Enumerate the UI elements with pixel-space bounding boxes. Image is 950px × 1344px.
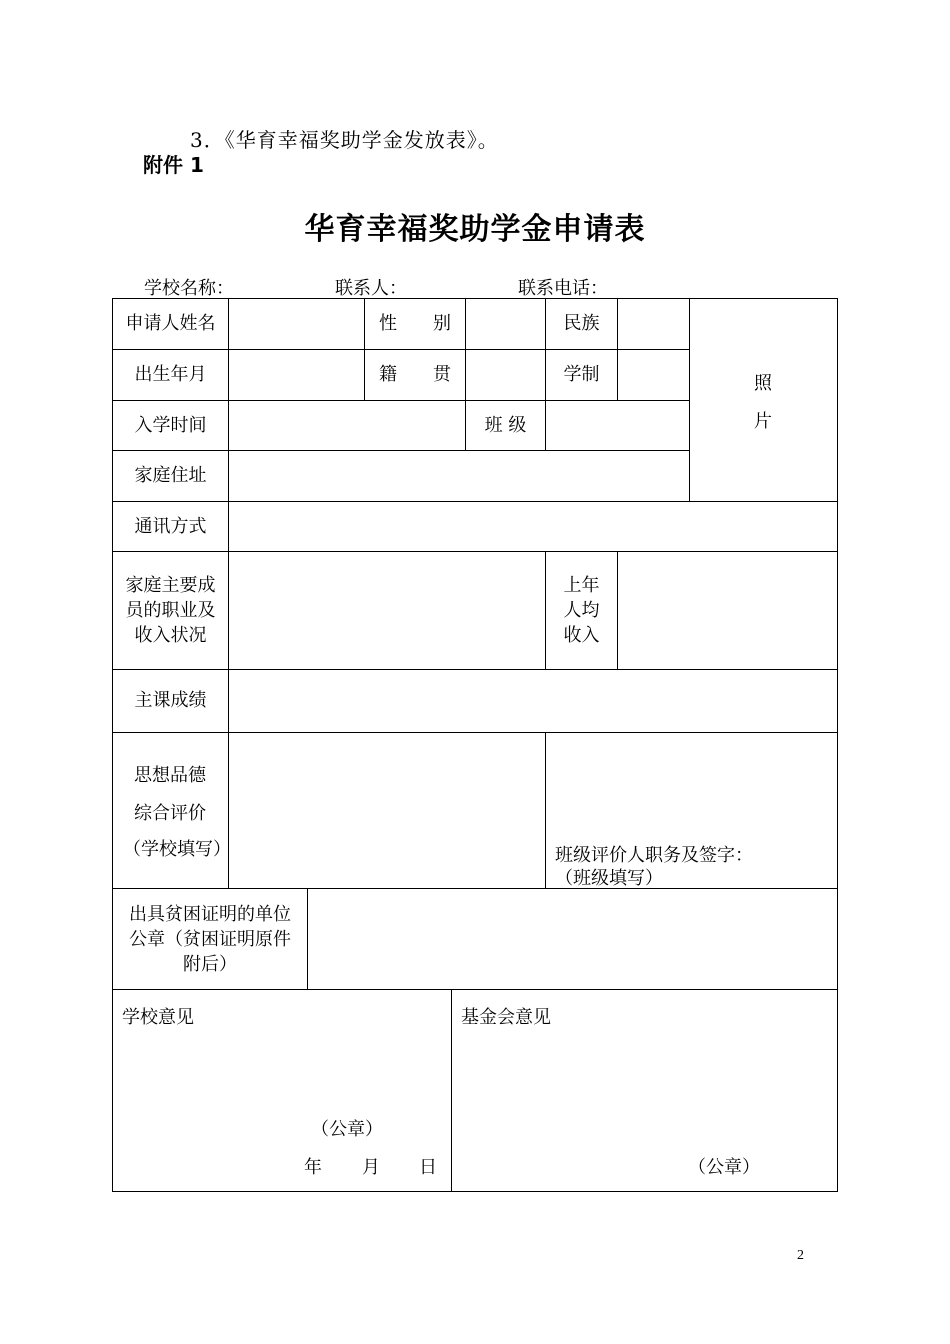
home-address-field[interactable] xyxy=(229,451,689,501)
class-evaluation-box[interactable] xyxy=(546,733,837,888)
ethnicity-field[interactable] xyxy=(618,299,689,349)
birth-date-field[interactable] xyxy=(229,350,364,400)
family-members-label: 家庭主要成 员的职业及 收入状况 xyxy=(125,575,216,646)
moral-evaluation-field[interactable] xyxy=(229,733,545,888)
contact-method-label: 通讯方式 xyxy=(134,515,207,537)
class-label: 班 级 xyxy=(484,414,527,436)
per-capita-income-label: 上年 人均 收入 xyxy=(563,575,600,646)
school-seal-label: （公章） xyxy=(311,1119,383,1140)
moral-eval-line-2: 综合评价 xyxy=(134,803,206,824)
home-address-label: 家庭住址 xyxy=(134,465,207,486)
class-field[interactable] xyxy=(546,401,689,450)
class-evaluator-sign: 班级评价人职务及签字： xyxy=(555,845,753,866)
schooling-length-label: 学制 xyxy=(563,364,600,385)
gender-label: 性 别 xyxy=(379,313,451,334)
gender-field[interactable] xyxy=(466,299,545,349)
applicant-name-field[interactable] xyxy=(229,299,364,349)
enrollment-time-label: 入学时间 xyxy=(134,414,207,436)
photo-label-2: 片 xyxy=(754,411,772,432)
date-day-label: 日 xyxy=(419,1157,437,1178)
poverty-proof-field[interactable] xyxy=(308,889,837,989)
school-opinion-box[interactable] xyxy=(113,990,451,1191)
applicant-name-label: 申请人姓名 xyxy=(125,313,216,334)
date-month-label: 月 xyxy=(362,1157,380,1178)
page-number: 2 xyxy=(797,1248,804,1263)
per-capita-income-field[interactable] xyxy=(618,552,837,669)
school-opinion-label: 学校意见 xyxy=(122,1007,194,1028)
moral-evaluation-label-box xyxy=(113,733,231,888)
ethnicity-label: 民族 xyxy=(563,313,600,334)
date-year-label: 年 xyxy=(304,1157,322,1178)
attachment-item-3: 3．《华育幸福奖助学金发放表》。 xyxy=(190,128,499,152)
contact-person-label: 联系人： xyxy=(335,278,407,299)
enrollment-time-field[interactable] xyxy=(229,401,465,450)
photo-box[interactable] xyxy=(690,299,837,501)
attachment-label: 附件 1 xyxy=(143,153,204,177)
contact-method-field[interactable] xyxy=(229,502,837,551)
moral-eval-line-3: （学校填写） xyxy=(123,839,231,860)
native-place-label: 籍 贯 xyxy=(379,364,451,385)
birth-date-label: 出生年月 xyxy=(134,364,207,385)
main-grades-field[interactable] xyxy=(229,670,837,732)
moral-eval-line-1: 思想品德 xyxy=(134,765,206,786)
schooling-length-field[interactable] xyxy=(618,350,689,400)
native-place-field[interactable] xyxy=(466,350,545,400)
main-grades-label: 主课成绩 xyxy=(134,690,207,711)
photo-label-1: 照 xyxy=(754,373,772,394)
foundation-opinion-label: 基金会意见 xyxy=(461,1007,551,1028)
foundation-seal-label: （公章） xyxy=(688,1157,760,1178)
class-evaluator-note: （班级填写） xyxy=(555,868,663,889)
form-title: 华育幸福奖助学金申请表 xyxy=(304,212,646,247)
poverty-proof-label: 出具贫困证明的单位 公章（贫困证明原件 附后） xyxy=(129,903,291,975)
school-name-label: 学校名称： xyxy=(144,278,234,299)
contact-phone-label: 联系电话： xyxy=(518,278,608,299)
foundation-opinion-box[interactable] xyxy=(452,990,837,1191)
family-members-field[interactable] xyxy=(229,552,545,669)
